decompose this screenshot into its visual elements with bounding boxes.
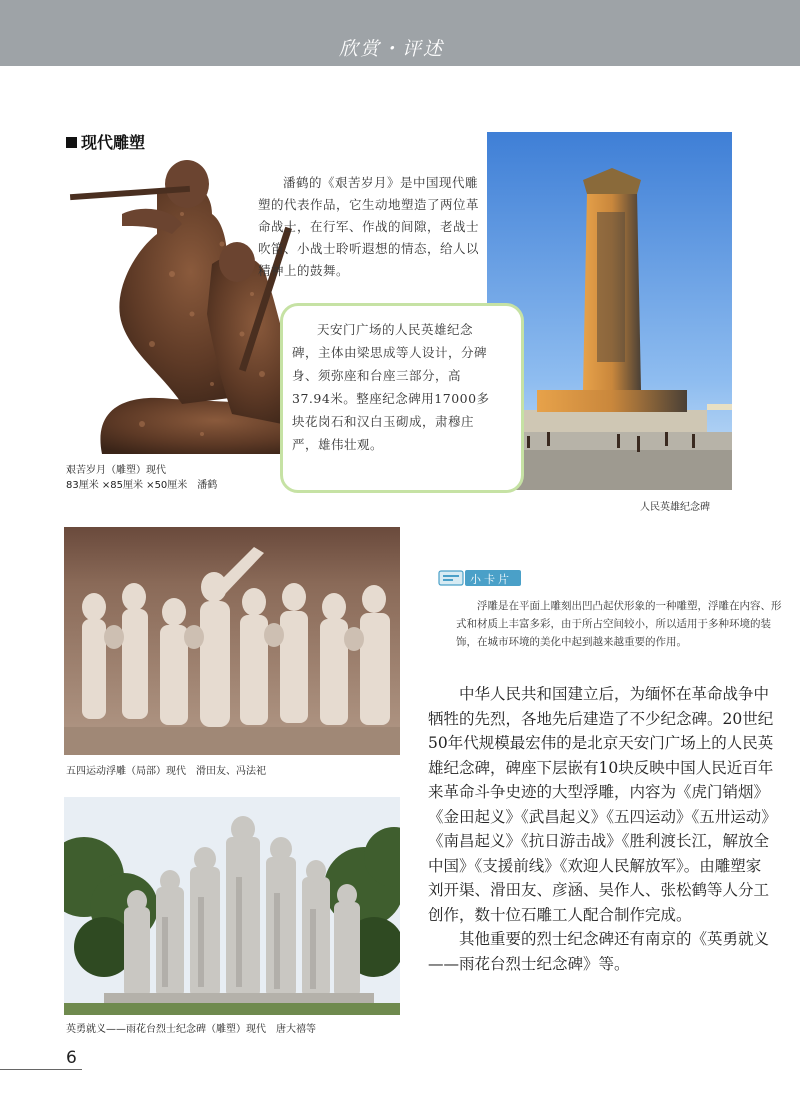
tip-card-text: 浮雕是在平面上雕刻出凹凸起伏形象的一种雕塑，浮雕在内容、形式和材质上丰富多彩，由于所占空间较小，所以适用于多种环境的装饰，在城市环境的美化中起到越来越重要的作用。: [456, 600, 782, 648]
yuhuatai-caption: 英勇就义——雨花台烈士纪念碑（雕塑）现代 唐大禧等: [66, 1024, 316, 1035]
page-number-rule: [0, 1069, 82, 1070]
body-paragraph-2: 其他重要的烈士纪念碑还有南京的《英勇就义——雨花台烈士纪念碑》等。: [428, 930, 770, 973]
yuhuatai-monument-image: [64, 797, 400, 1015]
may-fourth-caption: 五四运动浮雕（局部）现代 滑田友、冯法祀: [66, 766, 266, 777]
hard-times-caption: [66, 463, 286, 493]
tip-card-label-text: 小卡片: [470, 573, 512, 586]
hard-times-caption-title: 艰苦岁月（雕塑）现代: [66, 465, 166, 476]
monument-info-text: 天安门广场的人民英雄纪念碑，主体由梁思成等人设计，分碑身、须弥座和台座三部分，高37.94米。整座纪念碑用17000多块花岗石和汉白玉砌成，肃穆庄严，雄伟壮观。: [292, 322, 490, 452]
page-header: [0, 0, 800, 66]
monument-caption: 人民英雄纪念碑: [640, 502, 710, 513]
section-title-text: 现代雕塑: [81, 133, 146, 152]
page-number: 6: [66, 1048, 77, 1068]
intro-paragraph: 潘鹤的《艰苦岁月》是中国现代雕塑的代表作品，它生动地塑造了两位革命战士，在行军、作战的间隙，老战士吹笛、小战士聆听遐想的情态，给人以精神上的鼓舞。: [258, 175, 480, 278]
square-bullet-icon: [66, 137, 77, 148]
tip-card-label: [438, 568, 522, 588]
section-title: [66, 130, 145, 153]
hard-times-caption-size: 83厘米 ×85厘米 ×50厘米 潘鹤: [66, 480, 218, 491]
may-fourth-relief-image: [64, 527, 400, 755]
main-body-text: [428, 682, 774, 976]
body-paragraph-1: 中华人民共和国建立后，为缅怀在革命战争中牺牲的先烈，各地先后建造了不少纪念碑。20世纪50年代规模最宏伟的是北京天安门广场上的人民英雄纪念碑，碑座下层嵌有10块反映中国人民近百年来革命斗争史迹的大型浮雕，内容为《虎门销烟》《金田起义》《武昌起义》《五四运动》《五卅运动》《南昌起义》《抗日游击战》《胜利渡长江，解放全中国》《支援前线》《欢迎人民解放军》。由雕塑家刘开渠、滑田友、彦涵、吴作人、张松鹤等人分工创作，数十位石雕工人配合制作完成。: [428, 685, 774, 924]
header-title: 欣赏・评述: [338, 38, 444, 60]
